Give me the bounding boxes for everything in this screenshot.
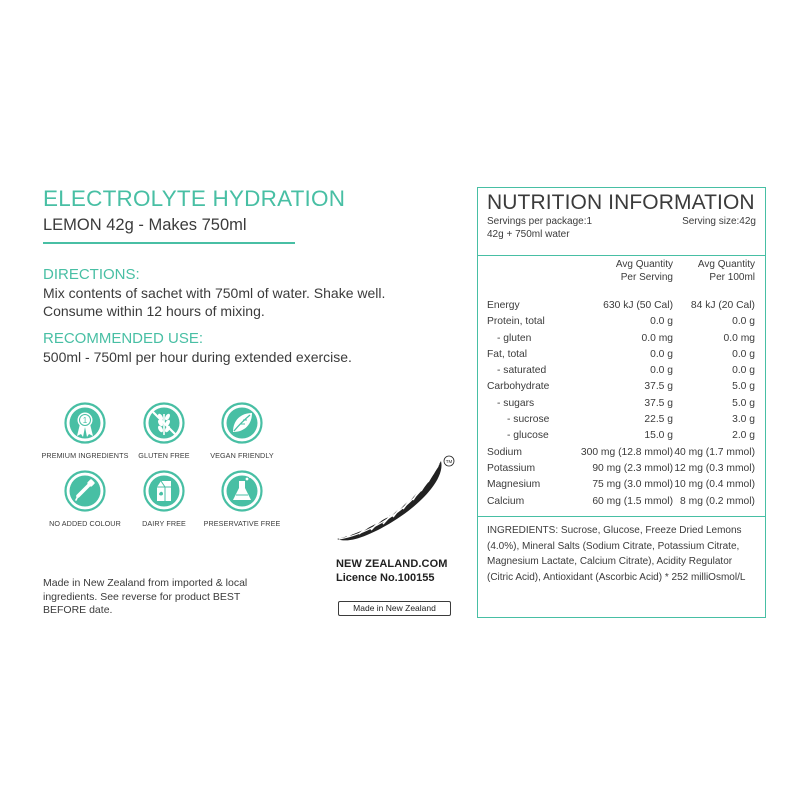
svg-text:1: 1 (82, 416, 88, 425)
nutrient-name: - glucose (507, 430, 549, 442)
per-serving-value: 0.0 g (650, 348, 673, 360)
servings-row (487, 215, 756, 228)
serving-description: 42g + 750ml water (487, 229, 570, 240)
per-100ml-header: Avg Quantity Per 100ml (697, 259, 755, 283)
per-100ml-value: 40 mg (1.7 mmol) (674, 446, 755, 458)
nutrition-row (487, 494, 756, 510)
directions-line: Mix contents of sachet with 750ml of water. Shake well. (43, 285, 386, 301)
nutrient-name: - sucrose (507, 414, 550, 426)
per-serving-value: 300 mg (12.8 mmol) (580, 446, 673, 458)
per-100ml-value: 2.0 g (732, 430, 755, 442)
per-serving-value: 630 kJ (50 Cal) (603, 300, 673, 311)
nutrition-row (487, 428, 756, 444)
nutrient-name: Magnesium (487, 479, 541, 491)
per-100ml-value: 3.0 g (732, 414, 755, 426)
nutrient-name: - saturated (497, 365, 547, 377)
per-serving-value: 37.5 g (644, 397, 673, 409)
new-zealand-fern-logo (333, 455, 458, 584)
badge-label: GLUTEN FREE (138, 451, 190, 460)
nutrient-name: Protein, total (487, 316, 545, 328)
recommended-heading: RECOMMENDED USE: (43, 330, 204, 347)
nutrient-name: Potassium (487, 462, 536, 474)
nutrition-row (487, 331, 756, 347)
per-serving-value: 0.0 g (650, 365, 673, 377)
wheat-crossed-icon (143, 402, 185, 446)
nutrient-name: Fat, total (487, 348, 528, 360)
per-100ml-value: 0.0 mg (723, 332, 755, 344)
per-serving-value: 0.0 g (650, 316, 673, 328)
serving-size: Serving size:42g (682, 216, 756, 227)
svg-text:TM: TM (445, 459, 453, 464)
recommended-use-section (43, 330, 463, 366)
made-in-nz-box: Made in New Zealand (338, 601, 451, 616)
nutrition-row (487, 363, 756, 379)
leaf-icon (221, 402, 263, 446)
nutrient-name: Carbohydrate (487, 381, 550, 393)
per-100ml-value: 12 mg (0.3 mmol) (674, 462, 755, 474)
made-in-nz-note: Made in New Zealand from imported & local ingredients. See reverse for product BEST BEFORE date. (43, 577, 248, 616)
per-serving-value: 15.0 g (644, 430, 673, 442)
per-100ml-value: 5.0 g (732, 397, 755, 409)
per-serving-value: 90 mg (2.3 mmol) (592, 462, 673, 474)
per-100ml-value: 10 mg (0.4 mmol) (674, 479, 755, 491)
nutrition-row (487, 298, 756, 314)
nutrition-row (487, 396, 756, 412)
nutrient-name: Sodium (487, 446, 522, 458)
per-100ml-value: 0.0 g (732, 365, 755, 377)
nutrition-row (487, 347, 756, 363)
milk-carton-icon (143, 470, 185, 514)
nutrition-header (487, 259, 756, 284)
directions-heading: DIRECTIONS: (43, 266, 140, 283)
badge-vegan-friendly (192, 402, 292, 460)
badge-label: PRESERVATIVE FREE (203, 519, 281, 528)
ingredients-text: INGREDIENTS: Sucrose, Glucose, Freeze Dried Lemons (4.0%), Mineral Salts (Sodium Citrate, Potassium Citrate, Magnesium Lactate, Calcium Citrate), Acidity Regulator (Citric Acid), Antioxidant (Ascorbic Acid) * 252 milliOsmol/L (487, 524, 746, 584)
per-serving-value: 60 mg (1.5 mmol) (592, 495, 673, 507)
per-100ml-value: 5.0 g (732, 381, 755, 393)
dropper-icon (64, 470, 106, 514)
nutrient-name: - sugars (497, 397, 535, 409)
nutrient-name: - gluten (497, 332, 532, 344)
product-title: ELECTROLYTE HYDRATION (43, 186, 346, 211)
badge-label: DAIRY FREE (142, 519, 186, 528)
nutrition-row (487, 445, 756, 461)
per-100ml-value: 0.0 g (732, 348, 755, 360)
per-serving-value: 22.5 g (644, 414, 673, 426)
servings-per-package: Servings per package:1 (487, 216, 593, 227)
per-serving-value: 75 mg (3.0 mmol) (592, 479, 673, 491)
licence-number: Licence No.100155 (336, 572, 435, 584)
badge-preservative-free (192, 470, 292, 528)
badge-label: NO ADDED COLOUR (49, 519, 121, 528)
nutrition-panel (477, 187, 766, 618)
per-100ml-value: 0.0 g (732, 316, 755, 328)
directions-section (43, 266, 463, 320)
left-column (43, 186, 463, 366)
badge-label: PREMIUM INGREDIENTS (41, 451, 129, 460)
award-ribbon-icon (64, 402, 106, 446)
panel-divider (478, 255, 765, 256)
per-serving-value: 37.5 g (644, 381, 673, 393)
nutrition-row (487, 477, 756, 493)
nutrition-row (487, 412, 756, 428)
nutrition-table (487, 298, 756, 510)
title-divider (43, 242, 295, 244)
panel-divider (478, 516, 765, 517)
nutrient-name: Energy (487, 300, 520, 311)
nz-website-label: NEW ZEALAND.COM (336, 558, 448, 570)
recommended-text: 500ml - 750ml per hour during extended exercise. (43, 349, 352, 365)
nutrition-title: NUTRITION INFORMATION (487, 191, 755, 214)
per-100ml-value: 84 kJ (20 Cal) (690, 300, 755, 311)
nutrition-row (487, 379, 756, 395)
per-serving-header: Avg Quantity Per Serving (615, 259, 673, 283)
per-100ml-value: 8 mg (0.2 mmol) (680, 495, 755, 507)
badge-label: VEGAN FRIENDLY (210, 451, 274, 460)
nutrition-row (487, 314, 756, 330)
nutrient-name: Calcium (487, 495, 525, 507)
nutrition-row (487, 461, 756, 477)
product-subtitle: LEMON 42g - Makes 750ml (43, 216, 247, 234)
silver-fern-icon (333, 455, 458, 551)
flask-icon (221, 470, 263, 514)
directions-line: Consume within 12 hours of mixing. (43, 303, 265, 319)
per-serving-value: 0.0 mg (641, 332, 673, 344)
